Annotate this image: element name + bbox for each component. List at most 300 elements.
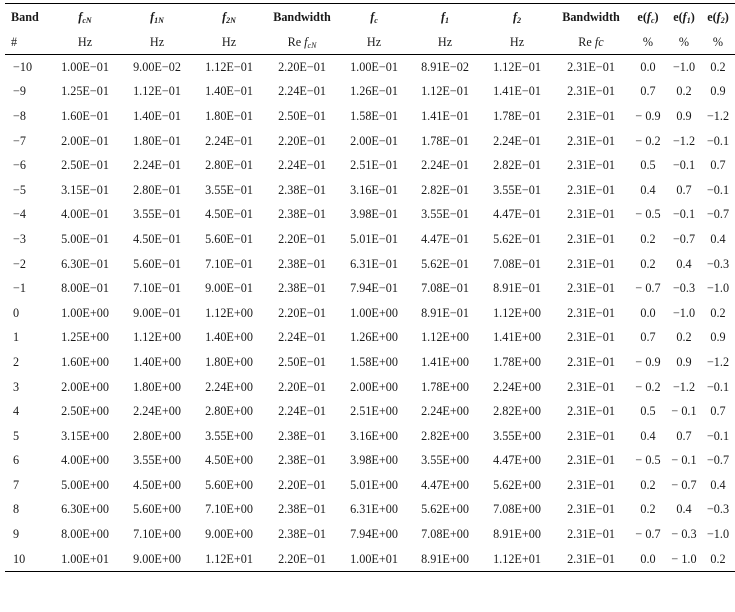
cell-f1N: 1.12E−01 [133,84,181,99]
cell-fc: 2.51E−01 [350,158,398,173]
cell-error-f2: −0.1 [706,428,730,443]
cell-f1: 5.62E−01 [421,256,469,271]
cell-f1: 3.55E−01 [421,207,469,222]
cell-error-fc: − 0.9 [635,108,661,123]
cell-f1N: 7.10E−01 [133,281,181,296]
header-f1: $f_1$ [409,4,481,31]
cell-f1N: 3.55E−01 [133,207,181,222]
cell-f2N: 4.50E+00 [205,453,253,468]
cell-bandwidth-exact: 2.31E−01 [567,84,615,99]
cell-fc: 7.94E−01 [350,281,398,296]
cell-bandwidth-exact: 2.31E−01 [567,453,615,468]
cell-error-fc: 0.2 [640,256,656,271]
cell-error-fc: 0.2 [640,477,656,492]
cell-error-f1: 0.7 [676,182,692,197]
cell-f1N: 1.12E+00 [133,330,181,345]
cell-f1N: 7.10E+00 [133,527,181,542]
cell-bandwidth-nominal: 2.38E−01 [278,182,326,197]
cell-f1: 1.41E−01 [421,108,469,123]
cell-error-fc: 0.4 [640,428,656,443]
cell-band: −9 [13,84,26,99]
cell-error-f2: −0.1 [706,133,730,148]
cell-bandwidth-nominal: 2.20E−01 [278,231,326,246]
cell-error-f2: −0.7 [706,207,730,222]
cell-f1N: 5.60E−01 [133,256,181,271]
cell-fcN: 4.00E−01 [61,207,109,222]
cell-f2: 1.12E−01 [493,59,541,74]
cell-band: 4 [13,404,20,419]
header-f2N: $f_{2N}$ [193,4,265,31]
cell-f2N: 2.80E−01 [205,158,253,173]
cell-f2: 4.47E+00 [493,453,541,468]
cell-error-f1: − 0.3 [671,527,697,542]
cell-error-f2: −1.2 [706,354,730,369]
cell-fc: 1.58E−01 [350,108,398,123]
band-frequency-table [5,3,735,572]
table-row [5,424,735,449]
cell-fc: 5.01E+00 [350,477,398,492]
header-f1N: $f_{1N}$ [121,4,193,31]
cell-f1N: 2.24E+00 [133,404,181,419]
cell-bandwidth-nominal: 2.38E−01 [278,428,326,443]
cell-f2N: 1.40E−01 [205,84,253,99]
cell-error-f1: 0.9 [676,108,692,123]
cell-error-f1: −0.1 [672,207,696,222]
header-error-f1: $e(f_1)$ [667,4,701,31]
cell-f1: 4.47E+00 [421,477,469,492]
cell-error-fc: 0.5 [640,158,656,173]
cell-bandwidth-exact: 2.31E−01 [567,108,615,123]
cell-error-f1: 0.2 [676,84,692,99]
cell-error-fc: − 0.5 [635,453,661,468]
cell-bandwidth-nominal: 2.20E−01 [278,477,326,492]
cell-error-fc: 0.7 [640,84,656,99]
cell-error-f2: −1.0 [706,527,730,542]
cell-fc: 6.31E−01 [350,256,398,271]
table-row [5,178,735,203]
cell-bandwidth-exact: 2.31E−01 [567,477,615,492]
cell-bandwidth-exact: 2.31E−01 [567,207,615,222]
cell-bandwidth-nominal: 2.24E−01 [278,158,326,173]
unit-error-f2: % [701,30,735,55]
cell-error-f2: 0.2 [701,547,735,572]
cell-f1: 8.91E−02 [421,59,469,74]
cell-error-fc: 0.2 [640,231,656,246]
table-row [5,350,735,375]
cell-bandwidth-exact: 2.31E−01 [567,330,615,345]
cell-error-fc: 0.7 [640,330,656,345]
cell-fcN: 5.00E+00 [61,477,109,492]
cell-error-fc: − 0.7 [635,527,661,542]
cell-bandwidth-nominal: 2.50E−01 [278,108,326,123]
cell-f2N: 2.24E−01 [205,133,253,148]
header-row-units [5,30,735,55]
unit-f1: Hz [409,30,481,55]
cell-fcN: 1.00E+00 [61,305,109,320]
cell-bandwidth-nominal: 2.20E−01 [278,133,326,148]
table-row [5,129,735,154]
unit-error-fc: % [629,30,667,55]
cell-f2N: 5.60E−01 [205,231,253,246]
cell-bandwidth-nominal: 2.38E−01 [278,281,326,296]
cell-f2: 8.91E+00 [493,527,541,542]
cell-fc: 1.00E−01 [350,59,398,74]
unit-fcN: Hz [49,30,121,55]
cell-bandwidth-exact: 2.31E−01 [567,527,615,542]
cell-f1N: 9.00E+00 [121,547,193,572]
table-body [5,55,735,572]
cell-fcN: 2.50E−01 [61,158,109,173]
cell-bandwidth-nominal: 2.38E−01 [278,256,326,271]
cell-band: −1 [13,281,26,296]
cell-band: 10 [5,547,49,572]
cell-f2N: 1.80E+00 [205,354,253,369]
cell-band: 8 [13,502,20,517]
cell-f1: 5.62E+00 [421,502,469,517]
cell-f1: 8.91E−01 [421,305,469,320]
unit-fc: Hz [339,30,409,55]
cell-error-fc: − 0.2 [635,379,661,394]
cell-bandwidth-nominal: 2.38E−01 [278,527,326,542]
cell-bandwidth-exact: 2.31E−01 [567,305,615,320]
cell-band: −3 [13,231,26,246]
header-error-f2: $e(f_2)$ [701,4,735,31]
unit-f2N: Hz [193,30,265,55]
table-row [5,153,735,178]
cell-fcN: 3.15E+00 [61,428,109,443]
cell-fcN: 1.60E−01 [61,108,109,123]
cell-error-f2: −0.7 [706,453,730,468]
cell-fcN: 2.00E+00 [61,379,109,394]
cell-f2N: 1.12E−01 [205,59,253,74]
cell-bandwidth-exact: 2.31E−01 [567,231,615,246]
cell-f1N: 2.80E−01 [133,182,181,197]
cell-bandwidth-exact: 2.31E−01 [567,354,615,369]
cell-error-f2: −0.1 [706,182,730,197]
cell-f2N: 9.00E+00 [205,527,253,542]
cell-error-f2: −0.1 [706,379,730,394]
table-row [5,375,735,400]
cell-f2N: 1.80E−01 [205,108,253,123]
cell-f2: 2.24E+00 [493,379,541,394]
cell-fc: 5.01E−01 [350,231,398,246]
cell-bandwidth-exact: 2.31E−01 [567,502,615,517]
cell-f2N: 1.40E+00 [205,330,253,345]
cell-error-f1: 0.4 [676,502,692,517]
cell-f2: 1.41E+00 [493,330,541,345]
cell-fc: 1.58E+00 [350,354,398,369]
cell-error-fc: − 0.9 [635,354,661,369]
unit-f1N: Hz [121,30,193,55]
cell-fc: 3.98E−01 [350,207,398,222]
header-f2: $f_2$ [481,4,553,31]
cell-error-f2: 0.7 [710,404,726,419]
table-row [5,547,735,572]
cell-fcN: 1.00E+01 [49,547,121,572]
cell-bandwidth-exact: 2.31E−01 [567,59,615,74]
cell-bandwidth-nominal: 2.20E−01 [265,547,339,572]
cell-bandwidth-exact: 2.31E−01 [567,428,615,443]
cell-f1: 2.82E+00 [421,428,469,443]
table-row [5,449,735,474]
cell-error-f1: −0.3 [672,281,696,296]
header-bandwidth-nominal: Bandwidth [265,4,339,31]
cell-f2N: 9.00E−01 [205,281,253,296]
cell-fcN: 2.00E−01 [61,133,109,148]
cell-fcN: 1.25E−01 [61,84,109,99]
cell-band: 9 [13,527,20,542]
header-band: Band [5,4,49,31]
cell-bandwidth-nominal: 2.20E−01 [278,379,326,394]
cell-fcN: 1.25E+00 [61,330,109,345]
cell-band: 5 [13,428,20,443]
cell-f2: 7.08E−01 [493,256,541,271]
unit-band: # [5,30,49,55]
table-container [5,3,730,572]
cell-f1N: 1.80E+00 [133,379,181,394]
cell-f1N: 2.80E+00 [133,428,181,443]
table-row [5,276,735,301]
cell-fc: 2.00E−01 [350,133,398,148]
cell-fc: 6.31E+00 [350,502,398,517]
cell-bandwidth-exact: 2.31E−01 [567,404,615,419]
cell-f2: 1.78E+00 [493,354,541,369]
cell-f1: 1.12E+00 [421,330,469,345]
cell-band: 2 [13,354,20,369]
table-row [5,399,735,424]
cell-fcN: 8.00E+00 [61,527,109,542]
cell-fcN: 2.50E+00 [61,404,109,419]
cell-error-f2: 0.4 [710,477,726,492]
cell-bandwidth-nominal: 2.24E−01 [278,84,326,99]
cell-f2: 3.55E−01 [493,182,541,197]
cell-fc: 1.00E+00 [350,305,398,320]
cell-f2: 1.12E+01 [481,547,553,572]
cell-f1: 7.08E+00 [421,527,469,542]
cell-error-f2: −1.2 [706,108,730,123]
cell-error-fc: 0.5 [640,404,656,419]
cell-f1: 1.41E+00 [421,354,469,369]
cell-band: −6 [13,158,26,173]
cell-f2N: 7.10E−01 [205,256,253,271]
cell-fc: 3.98E+00 [350,453,398,468]
cell-band: 6 [13,453,20,468]
cell-band: −8 [13,108,26,123]
table-row [5,301,735,326]
cell-f1: 4.47E−01 [421,231,469,246]
cell-f1: 1.12E−01 [421,84,469,99]
table-row [5,498,735,523]
cell-error-fc: 0.0 [640,59,656,74]
cell-band: 7 [13,477,20,492]
cell-error-f1: 0.7 [676,428,692,443]
cell-error-f1: − 0.1 [671,404,697,419]
cell-f1N: 1.80E−01 [133,133,181,148]
cell-f1N: 2.24E−01 [133,158,181,173]
cell-error-f1: −1.0 [672,305,696,320]
cell-error-fc: 0.4 [640,182,656,197]
cell-fcN: 5.00E−01 [61,231,109,246]
cell-fcN: 8.00E−01 [61,281,109,296]
table-row [5,326,735,351]
table-row [5,473,735,498]
cell-f1: 3.55E+00 [421,453,469,468]
cell-f1N: 3.55E+00 [133,453,181,468]
cell-error-f2: 0.7 [710,158,726,173]
cell-f2N: 4.50E−01 [205,207,253,222]
cell-error-f1: −0.7 [672,231,696,246]
cell-bandwidth-nominal: 2.24E−01 [278,330,326,345]
cell-f2: 5.62E−01 [493,231,541,246]
cell-error-f2: 0.2 [710,59,726,74]
cell-bandwidth-exact: 2.31E−01 [567,133,615,148]
cell-f1: 1.78E−01 [421,133,469,148]
cell-error-f1: − 1.0 [667,547,701,572]
cell-bandwidth-nominal: 2.20E−01 [278,305,326,320]
cell-error-fc: − 0.5 [635,207,661,222]
cell-f1N: 4.50E−01 [133,231,181,246]
cell-error-f1: −1.2 [672,379,696,394]
cell-f1: 7.08E−01 [421,281,469,296]
cell-f2: 2.82E+00 [493,404,541,419]
cell-fc: 2.51E+00 [350,404,398,419]
cell-f1N: 4.50E+00 [133,477,181,492]
header-fc: $f_c$ [339,4,409,31]
cell-fcN: 3.15E−01 [61,182,109,197]
cell-error-f1: −1.0 [672,59,696,74]
cell-error-fc: 0.0 [640,305,656,320]
cell-error-f2: 0.9 [710,84,726,99]
table-row [5,80,735,105]
cell-band: 3 [13,379,20,394]
cell-fcN: 4.00E+00 [61,453,109,468]
cell-band: 0 [13,305,20,320]
cell-fcN: 6.30E+00 [61,502,109,517]
cell-error-f2: 0.9 [710,330,726,345]
cell-f1: 8.91E+00 [409,547,481,572]
cell-f2N: 3.55E+00 [205,428,253,443]
unit-bandwidth-exact: Re fc [553,30,629,55]
cell-f2N: 1.12E+01 [193,547,265,572]
cell-bandwidth-exact: 2.31E−01 [553,547,629,572]
cell-bandwidth-exact: 2.31E−01 [567,158,615,173]
cell-bandwidth-exact: 2.31E−01 [567,281,615,296]
header-error-fc: $e(f_c)$ [629,4,667,31]
table-row [5,522,735,547]
cell-bandwidth-nominal: 2.38E−01 [278,502,326,517]
cell-band: −2 [13,256,26,271]
cell-f2: 3.55E+00 [493,428,541,443]
cell-f1: 2.24E−01 [421,158,469,173]
cell-bandwidth-exact: 2.31E−01 [567,256,615,271]
cell-f2: 2.24E−01 [493,133,541,148]
cell-f2N: 7.10E+00 [205,502,253,517]
table-row [5,252,735,277]
cell-band: 1 [13,330,20,345]
cell-fcN: 6.30E−01 [61,256,109,271]
cell-f1N: 5.60E+00 [133,502,181,517]
cell-error-f1: − 0.7 [671,477,697,492]
cell-error-f2: −0.3 [706,256,730,271]
cell-f2N: 3.55E−01 [205,182,253,197]
unit-bandwidth-nominal: Re $f_{cN}$ [265,30,339,55]
cell-f2N: 2.80E+00 [205,404,253,419]
table-row [5,227,735,252]
cell-error-f1: −0.1 [672,158,696,173]
cell-error-f1: 0.4 [676,256,692,271]
cell-f2N: 5.60E+00 [205,477,253,492]
cell-f2: 4.47E−01 [493,207,541,222]
cell-bandwidth-exact: 2.31E−01 [567,379,615,394]
cell-f2: 1.78E−01 [493,108,541,123]
unit-error-f1: % [667,30,701,55]
cell-bandwidth-exact: 2.31E−01 [567,182,615,197]
cell-error-f1: 0.9 [676,354,692,369]
cell-error-f1: − 0.1 [671,453,697,468]
cell-band: −5 [13,182,26,197]
cell-error-fc: 0.0 [629,547,667,572]
cell-error-f1: 0.2 [676,330,692,345]
cell-bandwidth-nominal: 2.38E−01 [278,453,326,468]
cell-fcN: 1.60E+00 [61,354,109,369]
cell-error-fc: − 0.7 [635,281,661,296]
cell-error-fc: − 0.2 [635,133,661,148]
cell-fcN: 1.00E−01 [61,59,109,74]
cell-error-f2: −0.3 [706,502,730,517]
table-row [5,203,735,228]
cell-f2N: 2.24E+00 [205,379,253,394]
cell-f1: 2.24E+00 [421,404,469,419]
cell-fc: 2.00E+00 [350,379,398,394]
cell-f2: 8.91E−01 [493,281,541,296]
table-row [5,104,735,129]
table-row [5,55,735,80]
cell-error-f2: −1.0 [706,281,730,296]
cell-f1N: 1.40E−01 [133,108,181,123]
cell-fc: 7.94E+00 [350,527,398,542]
cell-fc: 1.26E−01 [350,84,398,99]
cell-f1: 1.78E+00 [421,379,469,394]
cell-error-f2: 0.4 [710,231,726,246]
cell-f2: 1.12E+00 [493,305,541,320]
cell-band: −4 [13,207,26,222]
cell-f2: 5.62E+00 [493,477,541,492]
cell-bandwidth-nominal: 2.24E−01 [278,404,326,419]
header-row-labels [5,4,735,31]
table-header [5,4,735,55]
cell-f2: 1.41E−01 [493,84,541,99]
cell-fc: 1.00E+01 [339,547,409,572]
cell-f1: 2.82E−01 [421,182,469,197]
unit-f2: Hz [481,30,553,55]
cell-f1N: 9.00E−01 [133,305,181,320]
cell-fc: 1.26E+00 [350,330,398,345]
cell-f2N: 1.12E+00 [205,305,253,320]
cell-bandwidth-nominal: 2.20E−01 [278,59,326,74]
header-fcN: $f_{cN}$ [49,4,121,31]
cell-f2: 2.82E−01 [493,158,541,173]
header-bandwidth-exact: Bandwidth [553,4,629,31]
cell-f1N: 1.40E+00 [133,354,181,369]
cell-error-f2: 0.2 [710,305,726,320]
cell-fc: 3.16E−01 [350,182,398,197]
cell-bandwidth-nominal: 2.50E−01 [278,354,326,369]
cell-bandwidth-nominal: 2.38E−01 [278,207,326,222]
cell-f1N: 9.00E−02 [133,59,181,74]
cell-error-f1: −1.2 [672,133,696,148]
cell-fc: 3.16E+00 [350,428,398,443]
cell-f2: 7.08E+00 [493,502,541,517]
